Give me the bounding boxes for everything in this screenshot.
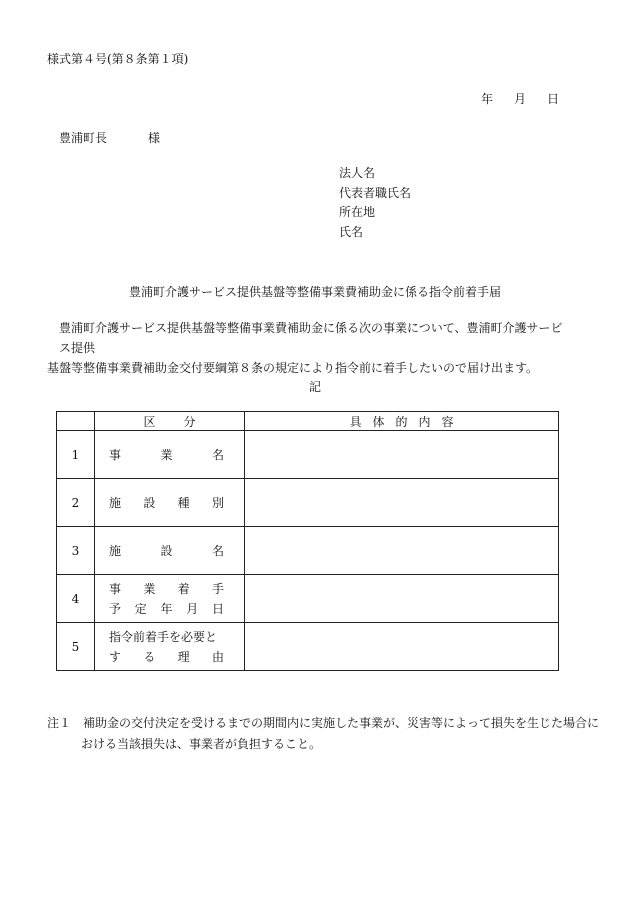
row-label [95, 575, 245, 623]
header-content-char: 容 [441, 414, 454, 429]
applicant-name: 氏名 [339, 224, 364, 239]
label-char: 理 [177, 649, 190, 664]
row-label [95, 623, 245, 671]
label-char: 予 [109, 601, 122, 616]
row-number: 4 [57, 575, 95, 623]
applicant-block [339, 164, 411, 242]
row-label [95, 527, 245, 575]
table-row [57, 431, 559, 479]
table-row [57, 479, 559, 527]
row-label [95, 479, 245, 527]
header-content-char: 内 [418, 414, 431, 429]
document-title: 豊浦町介護サービス提供基盤等整備事業費補助金に係る指令前着手届 [128, 285, 501, 299]
header-content-char: 的 [395, 414, 408, 429]
note-line-1: 補助金の交付決定を受けるまでの期間内に実施した事業が、災害等によって損失を生じた場合に [83, 716, 600, 730]
row-number: 2 [57, 479, 95, 527]
header-content-cell [245, 412, 559, 431]
label-char: 日 [211, 601, 224, 616]
label-char: 設 [160, 544, 173, 558]
label-char: 種 [177, 496, 190, 510]
table-row [57, 575, 559, 623]
label-char: 業 [143, 581, 156, 596]
note-block [47, 713, 599, 755]
label-char: 定 [134, 601, 147, 616]
row-content-cell[interactable] [245, 431, 559, 479]
row-content-cell[interactable] [245, 479, 559, 527]
label-char: 着 [177, 581, 190, 596]
row-content-cell[interactable] [245, 575, 559, 623]
body-paragraph [47, 318, 565, 378]
row-content-cell[interactable] [245, 623, 559, 671]
note-label: 注１ [47, 716, 72, 730]
label-line: 指令前着手を必要と [109, 629, 218, 644]
label-char: 別 [211, 496, 224, 510]
row-number: 5 [57, 623, 95, 671]
body-line-2: 基盤等整備事業費補助金交付要綱第８条の規定により指令前に着手したいので届け出ます。 [47, 361, 539, 375]
addressee: 豊浦町長 [59, 131, 108, 145]
table-row [57, 527, 559, 575]
applicant-representative: 代表者職氏名 [339, 185, 412, 200]
applicant-address: 所在地 [339, 205, 376, 219]
date-year-label: 年 [481, 92, 494, 106]
label-char: 事 [109, 448, 122, 462]
row-content-cell[interactable] [245, 527, 559, 575]
form-number: 様式第４号(第８条第１項) [47, 52, 189, 66]
applicant-corp-name: 法人名 [339, 166, 376, 180]
detail-table [56, 411, 559, 671]
label-char: 施 [109, 496, 122, 510]
label-char: 由 [211, 649, 224, 664]
body-line-1: 豊浦町介護サービス提供基盤等整備事業費補助金に係る次の事業について、豊浦町介護サービス提供 [59, 321, 563, 355]
note-line-2: おける当該損失は、事業者が負担すること。 [81, 737, 322, 751]
label-char: 業 [160, 448, 173, 462]
header-content-char: 体 [372, 414, 385, 429]
row-number: 3 [57, 527, 95, 575]
label-char: 手 [211, 581, 224, 596]
date-day-label: 日 [547, 92, 560, 106]
header-content-char: 具 [349, 414, 362, 429]
row-label [95, 431, 245, 479]
date-month-label: 月 [514, 92, 527, 106]
addressee-honorific: 様 [148, 131, 161, 145]
ki-heading: 記 [308, 380, 321, 394]
label-char: 年 [160, 601, 173, 616]
label-char: る [143, 649, 156, 664]
label-char: 名 [211, 448, 224, 462]
label-char: す [109, 649, 122, 664]
label-char: 月 [186, 601, 199, 616]
header-number-cell [57, 412, 95, 431]
row-number: 1 [57, 431, 95, 479]
label-char: 事 [109, 581, 122, 596]
header-category-char: 区 [143, 414, 156, 429]
table-header-row [57, 412, 559, 431]
label-char: 施 [109, 544, 122, 558]
label-char: 設 [143, 496, 156, 510]
header-category-cell [95, 412, 245, 431]
header-category-char: 分 [183, 414, 196, 429]
table-row [57, 623, 559, 671]
label-char: 名 [211, 544, 224, 558]
